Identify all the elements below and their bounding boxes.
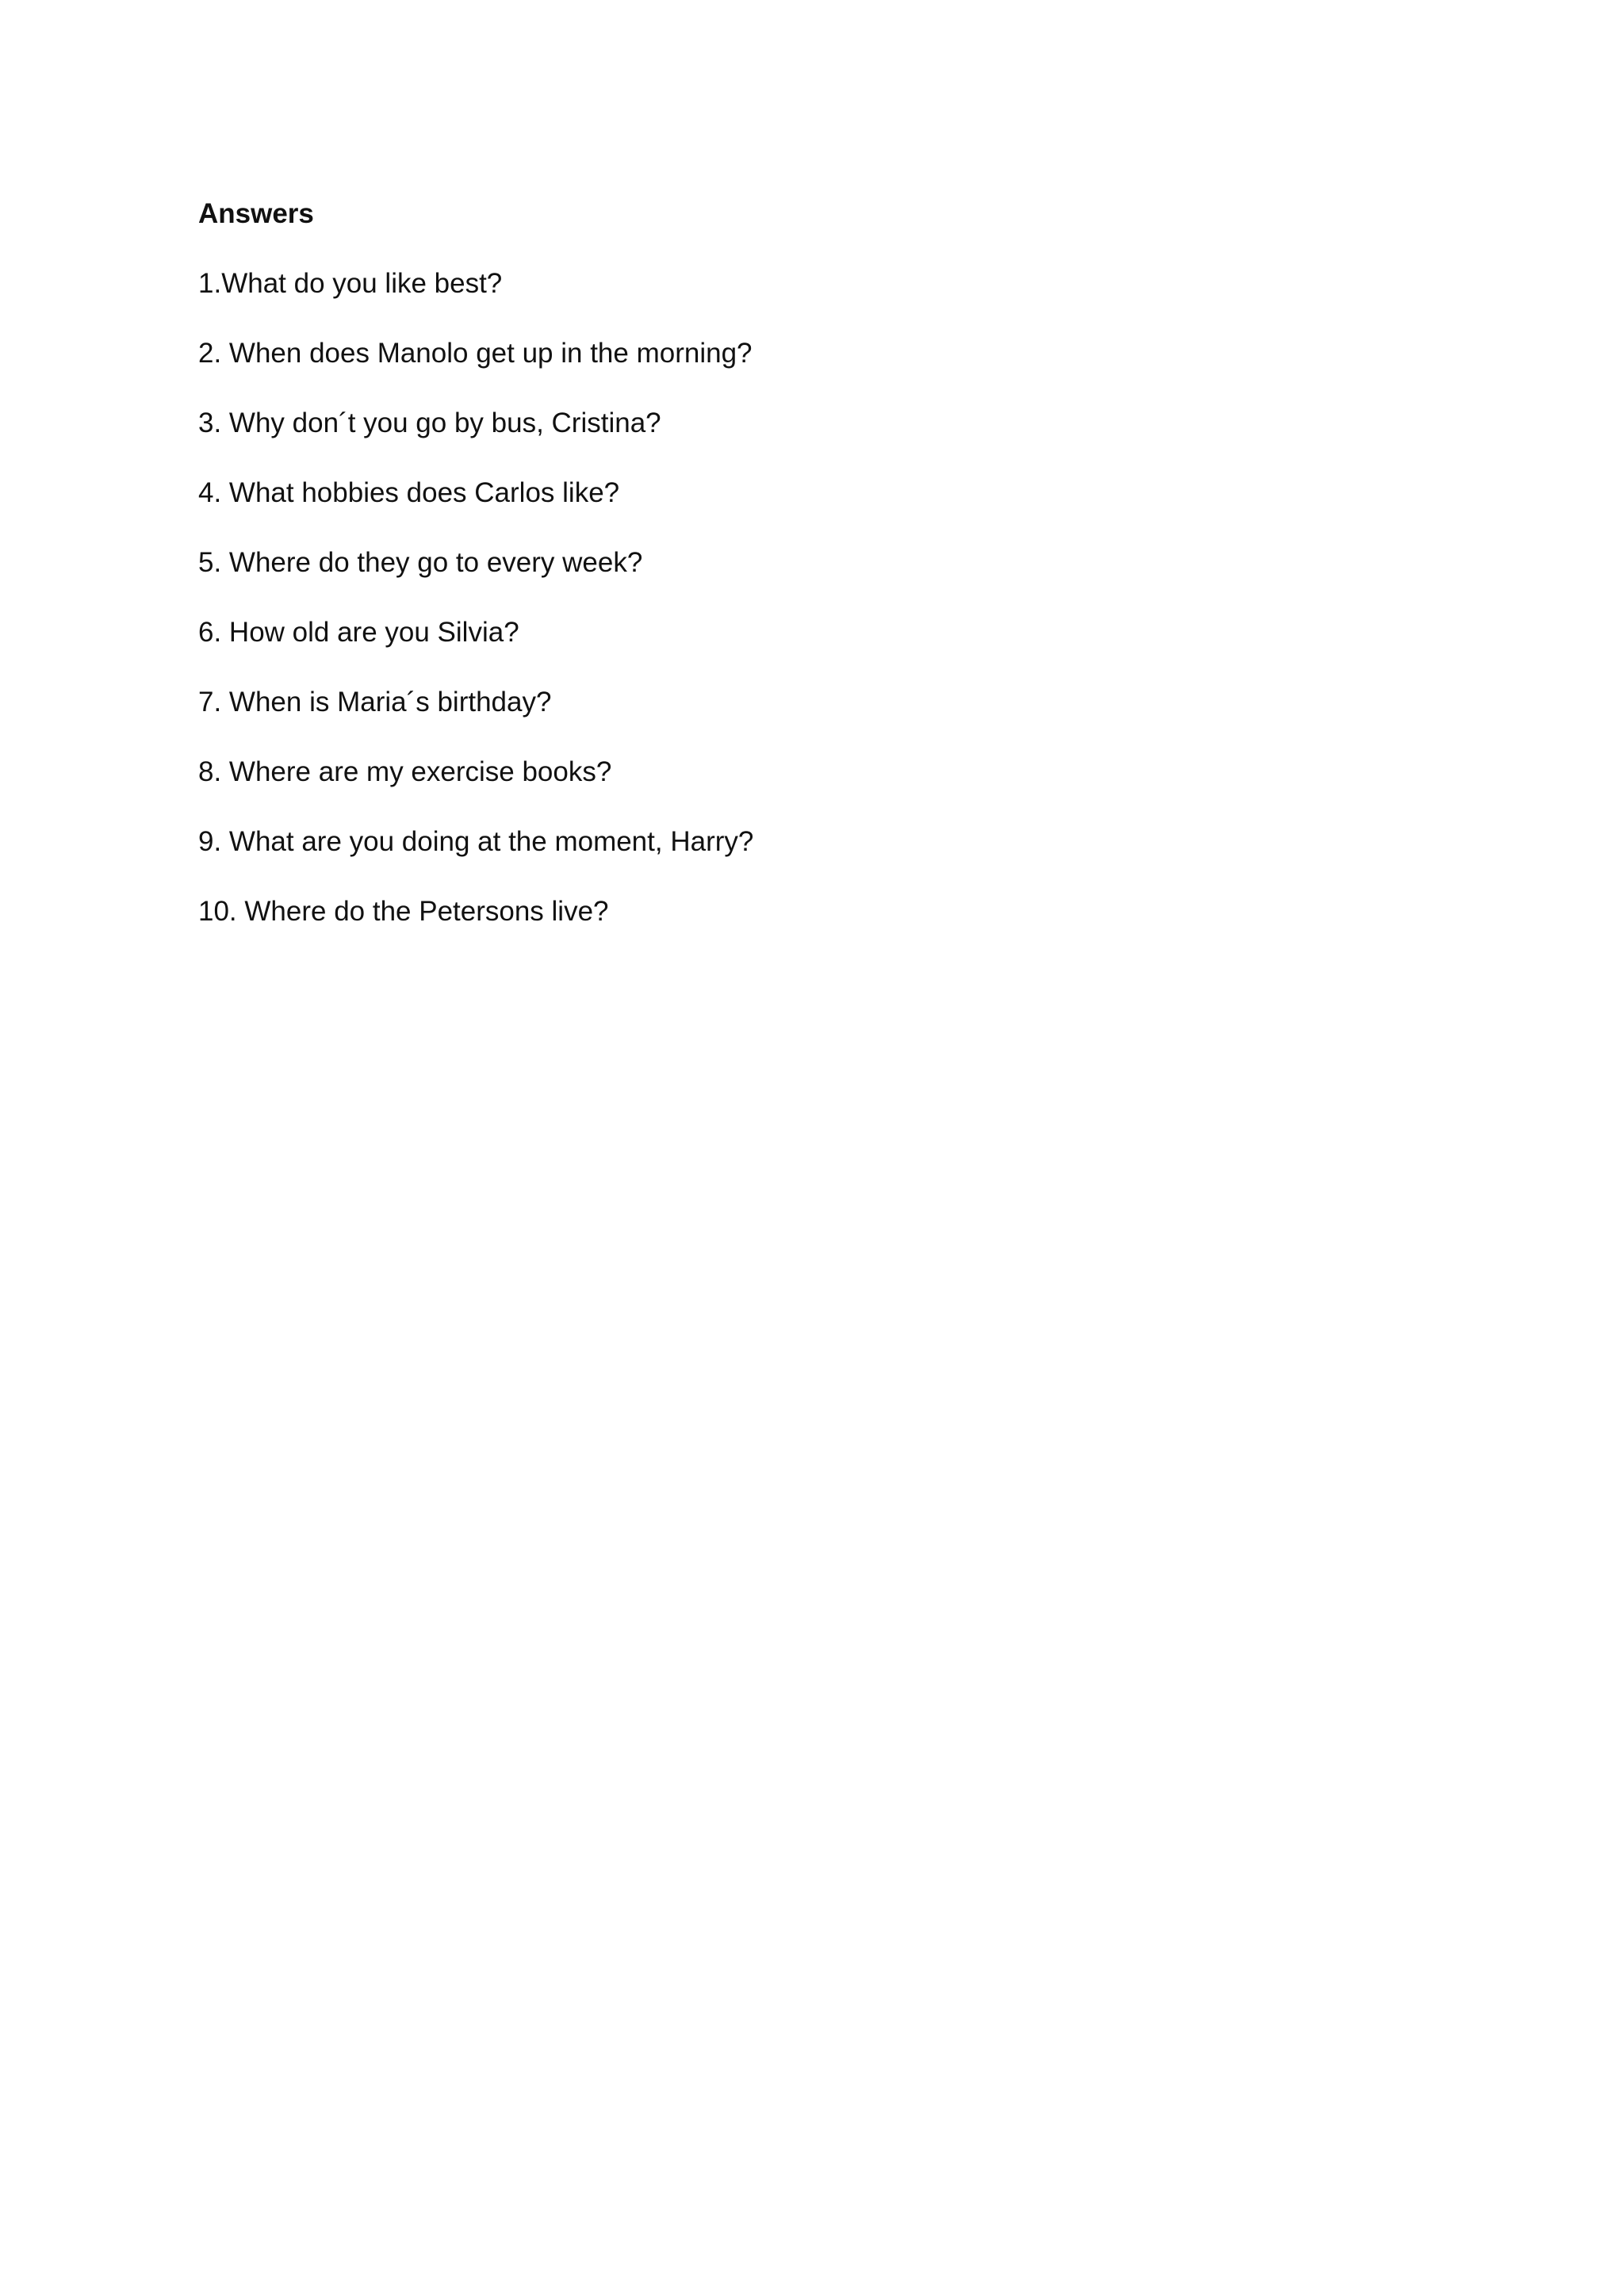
answers-section bbox=[198, 193, 1388, 961]
answer-item-5: 5. Where do they go to every week? bbox=[198, 547, 643, 578]
answer-list bbox=[198, 263, 1388, 932]
answer-item-7: 7. When is Maria´s birthday? bbox=[198, 687, 552, 718]
answer-item-2: 2. When does Manolo get up in the morning? bbox=[198, 338, 753, 369]
page-heading: Answers bbox=[198, 198, 314, 229]
answer-item-9: 9. What are you doing at the moment, Harry? bbox=[198, 826, 754, 857]
answer-item-8: 8. Where are my exercise books? bbox=[198, 756, 612, 787]
answer-item-6: 6. How old are you Silvia? bbox=[198, 617, 519, 648]
answer-item-10: 10. Where do the Petersons live? bbox=[198, 896, 609, 927]
answer-item-3: 3. Why don´t you go by bus, Cristina? bbox=[198, 408, 661, 438]
answer-item-1: 1.What do you like best? bbox=[198, 268, 503, 299]
answer-item-4: 4. What hobbies does Carlos like? bbox=[198, 477, 620, 508]
